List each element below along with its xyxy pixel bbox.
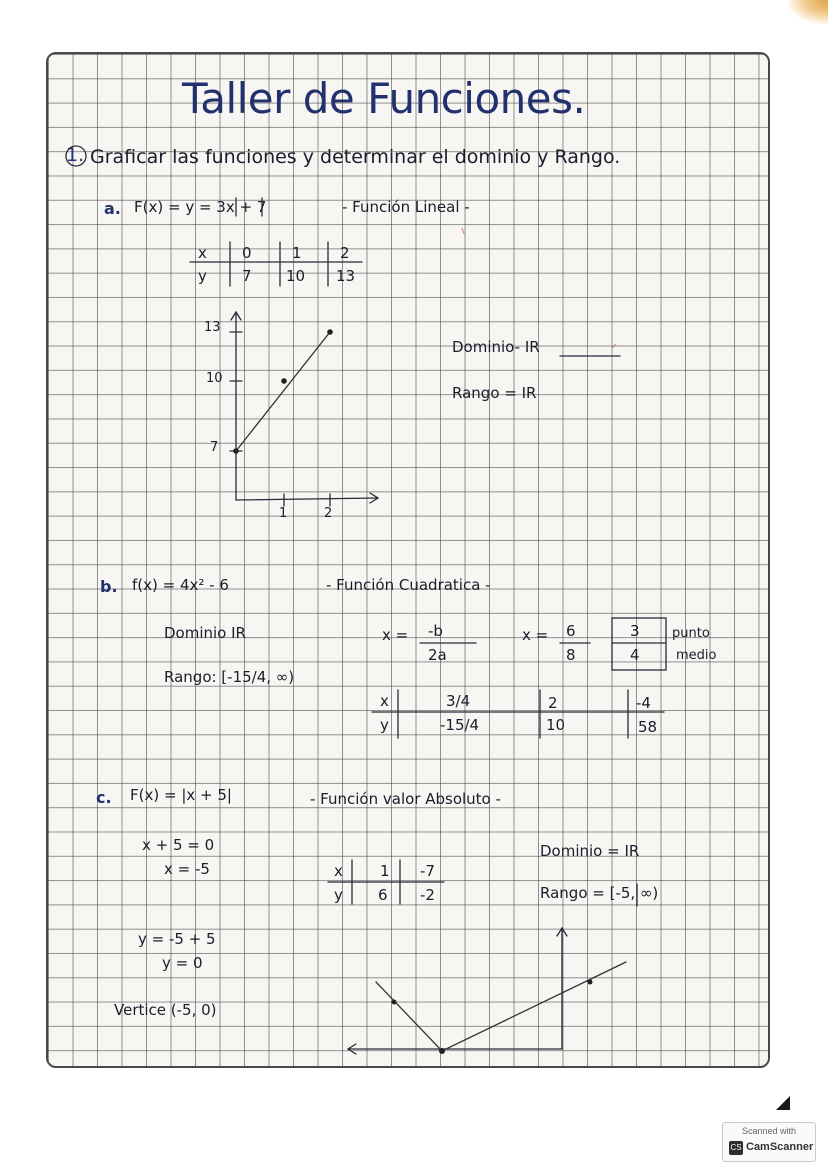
b-table-x-2: -4	[636, 694, 651, 712]
section-b-type: - Función Cuadratica -	[326, 576, 491, 594]
a-rango: Rango = IR	[452, 384, 537, 402]
c-table-x-header: x	[334, 862, 343, 880]
section-a-type: - Función Lineal -	[342, 198, 470, 216]
b-boxed-den: 4	[630, 646, 640, 664]
b-table-x-0: 3/4	[446, 692, 471, 710]
c-dominio: Dominio = IR	[540, 842, 640, 860]
section-c-type: - Función valor Absoluto -	[310, 790, 501, 808]
c-vertex: Vertice (-5, 0)	[114, 1001, 217, 1019]
camscanner-logo-icon: CS	[729, 1141, 743, 1155]
c-step-3: y = -5 + 5	[138, 930, 216, 948]
b-vertex-formula-num: -b	[428, 622, 443, 640]
section-a-label: a.	[104, 199, 121, 218]
b-boxed-num: 3	[630, 622, 640, 640]
camscanner-line-1: Scanned with	[741, 1126, 797, 1136]
a-table-x-1: 1	[292, 244, 302, 262]
a-graph-tick-10: 10	[206, 371, 223, 386]
c-step-4: y = 0	[162, 954, 203, 972]
instruction-text: Graficar las funciones y determinar el dominio y Rango.	[90, 146, 621, 168]
b-vertex-value-num: 6	[566, 622, 576, 640]
b-vertex-value-lhs: x =	[522, 626, 549, 644]
instruction-number: 1.	[66, 144, 85, 166]
b-note-1: punto	[672, 626, 710, 641]
c-table-y-header: y	[334, 886, 343, 904]
a-table-x-2: 2	[340, 244, 350, 262]
a-table-x-0: 0	[242, 244, 252, 262]
b-table-x-1: 2	[548, 694, 558, 712]
c-table-x-0: 1	[380, 862, 390, 880]
b-note-2: medio	[676, 648, 717, 663]
c-step-1: x + 5 = 0	[142, 836, 215, 854]
c-rango: Rango = [-5, ∞)	[540, 884, 659, 902]
table-edge	[788, 0, 828, 24]
b-dominio: Dominio IR	[164, 624, 246, 642]
section-a-equation: F(x) = y = 3x + 7	[134, 198, 267, 216]
c-table-y-0: 6	[378, 886, 388, 904]
a-graph-tick-x1: 1	[279, 506, 288, 521]
section-b-label: b.	[100, 577, 118, 596]
a-table-y-2: 13	[336, 267, 356, 285]
page-corner-mark	[776, 1096, 790, 1110]
b-table-x-header: x	[380, 692, 389, 710]
b-vertex-formula-lhs: x =	[382, 626, 409, 644]
c-step-2: x = -5	[164, 860, 210, 878]
camscanner-line-2: CamScanner	[746, 1141, 814, 1153]
b-table-y-1: 10	[546, 716, 566, 734]
b-rango: Rango: [-15/4, ∞)	[164, 668, 295, 686]
a-dominio: Dominio- IR	[452, 338, 540, 356]
camscanner-badge	[722, 1122, 816, 1162]
a-graph-tick-x2: 2	[324, 506, 333, 521]
section-c-label: c.	[96, 788, 112, 807]
section-c-equation: F(x) = |x + 5|	[130, 786, 232, 804]
c-table-x-1: -7	[420, 862, 435, 880]
b-table-y-header: y	[380, 716, 389, 734]
a-graph-tick-7: 7	[210, 440, 219, 455]
b-vertex-value-den: 8	[566, 646, 576, 664]
a-table-x-header: x	[198, 244, 207, 262]
a-graph-tick-13: 13	[204, 320, 221, 335]
a-table-y-0: 7	[242, 267, 252, 285]
section-b-equation: f(x) = 4x² - 6	[132, 576, 229, 594]
a-table-y-1: 10	[286, 267, 306, 285]
a-table-y-header: y	[198, 267, 207, 285]
b-vertex-formula-den: 2a	[428, 646, 447, 664]
b-table-y-0: -15/4	[440, 716, 480, 734]
c-table-y-1: -2	[420, 886, 435, 904]
b-table-y-2: 58	[638, 718, 658, 736]
page-title: Taller de Funciones.	[182, 74, 586, 123]
